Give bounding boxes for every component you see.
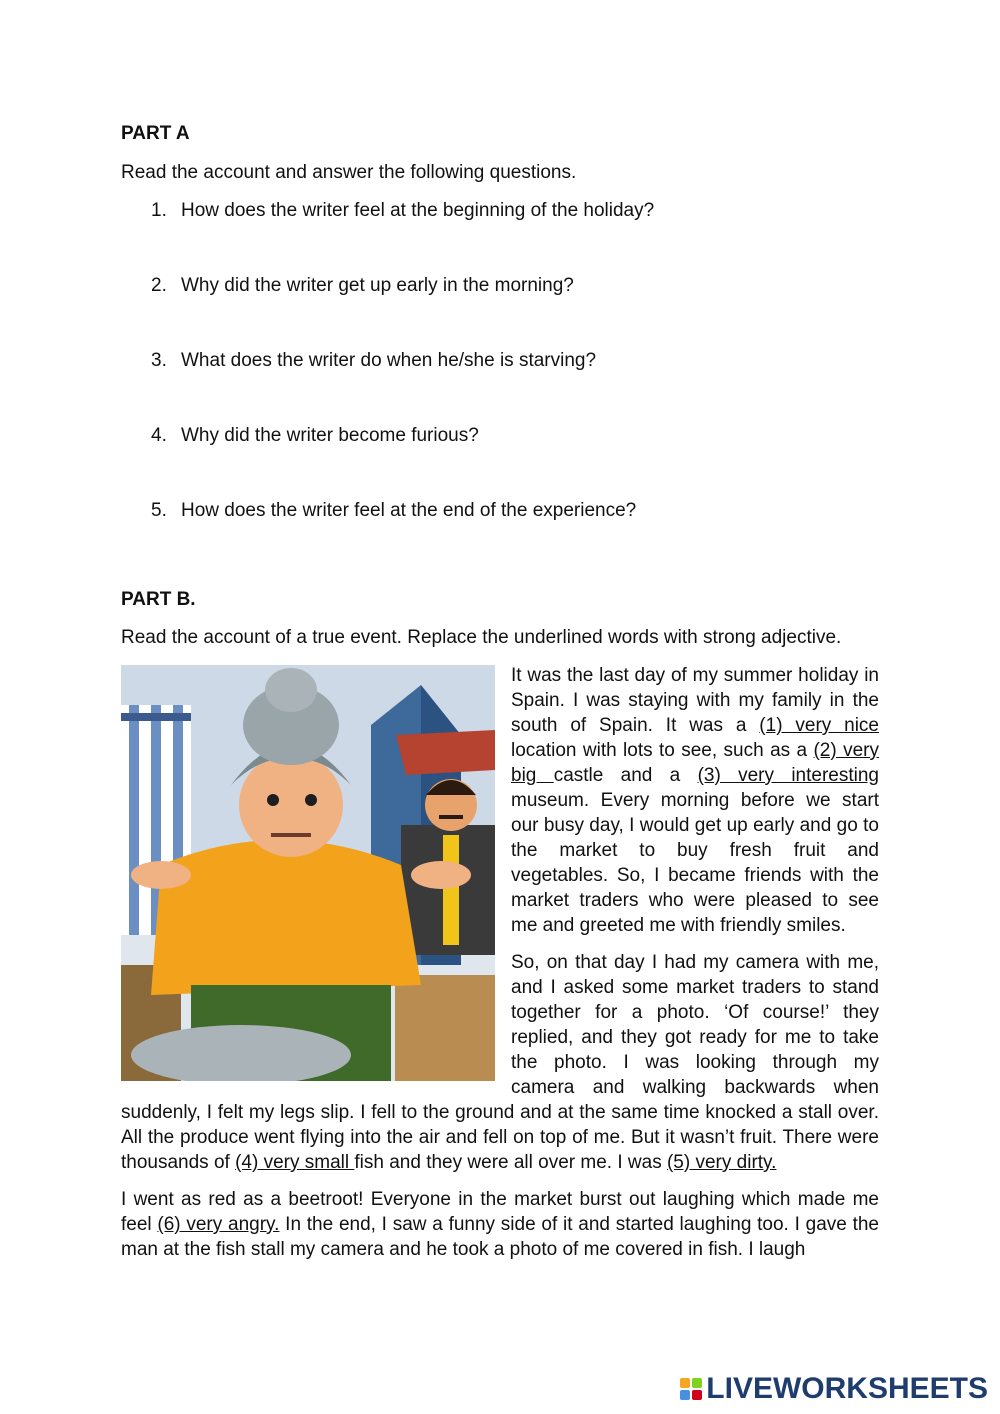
question-text: How does the writer feel at the beginning of the holiday? xyxy=(181,200,655,221)
underlined-phrase-6: (6) very angry. xyxy=(157,1214,280,1235)
part-b-title: PART B. xyxy=(121,589,196,610)
question-item: 3. What does the writer do when he/she is starving? xyxy=(151,350,597,371)
liveworksheets-logo xyxy=(680,1372,988,1406)
question-item: 1. How does the writer feel at the beginning of the holiday? xyxy=(151,200,655,221)
logo-text: LIVEWORKSHEETS xyxy=(706,1372,988,1405)
logo-icon xyxy=(680,1378,702,1400)
question-text: What does the writer do when he/she is starving? xyxy=(181,350,597,371)
question-item: 5. How does the writer feel at the end of the experience? xyxy=(151,500,637,521)
question-text: Why did the writer become furious? xyxy=(181,425,479,446)
story-paragraph-2: So, on that day I had my camera with me, and I asked some market traders to stand together for a photo. ‘Of course!’ they replied, and they got ready for me to take the photo. I was looking through my camera and walking backwards when suddenly, I felt my legs slip. I fell to the ground and at the same time knocked a stall over. All the produce went flying into the air and fell on top of me. But it wasn’t fruit. There were thousands of (4) very small fish and they were all over me. I was (5) very dirty. xyxy=(121,952,879,1173)
question-text: How does the writer feel at the end of the experience? xyxy=(181,500,637,521)
part-a-title: PART A xyxy=(121,123,190,144)
story-paragraph-1: It was the last day of my summer holiday in Spain. I was staying with my family in the south of Spain. It was a (1) very nice location with lots to see, such as a (2) very big castle and a (3) very interesting museum. Every morning before we start our busy day, I would get up early and go to the market to buy fresh fruit and vegetables. So, I became friends with the market traders who were pleased to see me and greeted me with friendly smiles. xyxy=(511,665,879,936)
question-item: 4. Why did the writer become furious? xyxy=(151,425,479,446)
story-text xyxy=(121,663,879,1274)
underlined-phrase-4: (4) very small xyxy=(235,1152,355,1173)
underlined-phrase-3: (3) very interesting xyxy=(697,765,879,786)
question-item: 2. Why did the writer get up early in the morning? xyxy=(151,275,574,296)
underlined-phrase-5: (5) very dirty. xyxy=(666,1152,777,1173)
fish-market-illustration xyxy=(121,665,495,1081)
part-b-instruction: Read the account of a true event. Replace the underlined words with strong adjective. xyxy=(121,627,842,648)
story-paragraph-3: I went as red as a beetroot! Everyone in the market burst out laughing which made me feel (6) very angry. In the end, I saw a funny side of it and started laughing too. I gave the man at the fish stall my camera and he took a photo of me covered in fish. I laugh xyxy=(121,1189,879,1260)
underlined-phrase-2: (2) very big xyxy=(511,740,879,786)
question-text: Why did the writer get up early in the morning? xyxy=(181,275,574,296)
part-a-instruction: Read the account and answer the following questions. xyxy=(121,162,577,183)
underlined-phrase-1: (1) very nice xyxy=(759,715,879,736)
